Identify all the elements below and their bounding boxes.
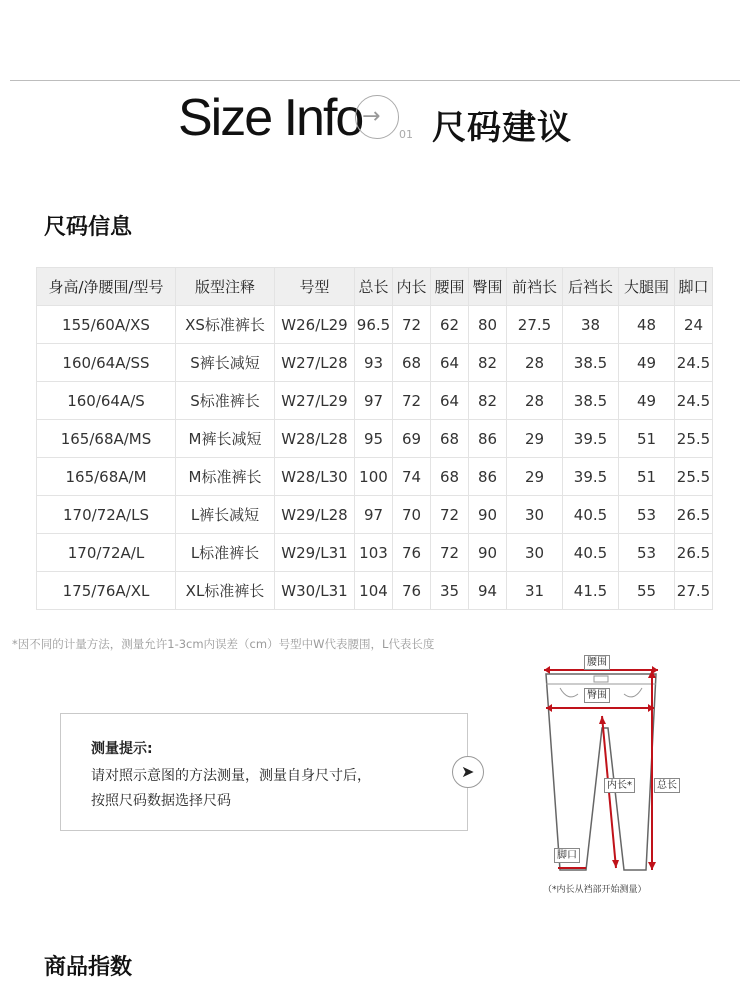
table-cell: 27.5: [675, 572, 713, 610]
hem-label: 脚口: [554, 848, 580, 863]
column-header: 总长: [355, 268, 393, 306]
column-header: 臀围: [469, 268, 507, 306]
table-cell: 29: [507, 420, 563, 458]
section-title-size: 尺码信息: [44, 215, 133, 240]
table-cell: 55: [619, 572, 675, 610]
table-cell: 100: [355, 458, 393, 496]
table-cell: W30/L31: [275, 572, 355, 610]
table-cell: XL标准裤长: [176, 572, 275, 610]
section-title-product-index: 商品指数: [44, 955, 133, 980]
table-cell: XS标准裤长: [176, 306, 275, 344]
table-cell: 40.5: [563, 496, 619, 534]
table-cell: 80: [469, 306, 507, 344]
table-row: [37, 344, 713, 382]
table-cell: 38.5: [563, 344, 619, 382]
table-cell: 72: [393, 306, 431, 344]
table-cell: 38: [563, 306, 619, 344]
table-cell: 28: [507, 344, 563, 382]
table-cell: 97: [355, 496, 393, 534]
hero-title-en: Size Info: [178, 89, 363, 147]
column-header: 腰围: [431, 268, 469, 306]
table-row: [37, 534, 713, 572]
table-cell: 25.5: [675, 458, 713, 496]
column-header: 大腿围: [619, 268, 675, 306]
table-cell: W28/L30: [275, 458, 355, 496]
table-cell: 31: [507, 572, 563, 610]
table-cell: 170/72A/LS: [37, 496, 176, 534]
table-cell: 25.5: [675, 420, 713, 458]
table-cell: 64: [431, 382, 469, 420]
table-cell: 26.5: [675, 496, 713, 534]
waist-label: 腰围: [584, 655, 610, 670]
table-cell: 82: [469, 344, 507, 382]
column-header: 内长: [393, 268, 431, 306]
table-cell: 82: [469, 382, 507, 420]
column-header: 版型注释: [176, 268, 275, 306]
table-cell: 165/68A/M: [37, 458, 176, 496]
table-cell: 104: [355, 572, 393, 610]
table-cell: 93: [355, 344, 393, 382]
hero-index: 01: [399, 128, 413, 141]
arrow-right-icon: →: [362, 104, 381, 129]
table-cell: 72: [431, 496, 469, 534]
table-cell: W27/L29: [275, 382, 355, 420]
table-cell: W26/L29: [275, 306, 355, 344]
tip-line-2: 按照尺码数据选择尺码: [91, 793, 231, 809]
table-cell: 160/64A/S: [37, 382, 176, 420]
table-cell: 49: [619, 382, 675, 420]
table-cell: 35: [431, 572, 469, 610]
table-cell: 90: [469, 496, 507, 534]
table-cell: 39.5: [563, 458, 619, 496]
table-cell: 53: [619, 534, 675, 572]
table-cell: 24.5: [675, 344, 713, 382]
table-cell: 41.5: [563, 572, 619, 610]
table-cell: 86: [469, 420, 507, 458]
table-cell: 51: [619, 420, 675, 458]
size-info-banner: [0, 88, 750, 158]
table-cell: 96.5: [355, 306, 393, 344]
column-header: 号型: [275, 268, 355, 306]
table-row: [37, 572, 713, 610]
table-cell: 40.5: [563, 534, 619, 572]
table-cell: M标准裤长: [176, 458, 275, 496]
pants-measurement-diagram: [530, 650, 690, 900]
table-row: [37, 420, 713, 458]
table-cell: S裤长减短: [176, 344, 275, 382]
size-table: [36, 267, 713, 610]
table-cell: W29/L31: [275, 534, 355, 572]
column-header: 身高/净腰围/型号: [37, 268, 176, 306]
table-cell: 76: [393, 534, 431, 572]
table-cell: 69: [393, 420, 431, 458]
table-cell: M裤长减短: [176, 420, 275, 458]
table-cell: 175/76A/XL: [37, 572, 176, 610]
diagram-caption: （*内长从裆部开始测量）: [543, 885, 647, 895]
column-header: 后裆长: [563, 268, 619, 306]
table-cell: 24.5: [675, 382, 713, 420]
table-cell: 155/60A/XS: [37, 306, 176, 344]
table-cell: 30: [507, 534, 563, 572]
inseam-label: 内长*: [604, 778, 635, 793]
table-cell: 29: [507, 458, 563, 496]
tip-line-1: 请对照示意图的方法测量，测量自身尺寸后，: [91, 768, 371, 784]
length-label: 总长: [654, 778, 680, 793]
column-header: 前裆长: [507, 268, 563, 306]
table-cell: 49: [619, 344, 675, 382]
table-cell: 68: [431, 420, 469, 458]
next-arrow-button[interactable]: [452, 756, 484, 788]
column-header: 脚口: [675, 268, 713, 306]
table-cell: 51: [619, 458, 675, 496]
table-row: [37, 382, 713, 420]
table-cell: 53: [619, 496, 675, 534]
table-cell: L裤长减短: [176, 496, 275, 534]
table-cell: 70: [393, 496, 431, 534]
table-cell: 68: [393, 344, 431, 382]
table-cell: 30: [507, 496, 563, 534]
measurement-note: *因不同的计量方法，测量允许1-3cm内误差（cm）号型中W代表腰围，L代表长度: [12, 637, 435, 651]
table-cell: 74: [393, 458, 431, 496]
table-cell: 97: [355, 382, 393, 420]
table-cell: 86: [469, 458, 507, 496]
table-cell: 27.5: [507, 306, 563, 344]
table-cell: 28: [507, 382, 563, 420]
table-cell: 170/72A/L: [37, 534, 176, 572]
table-cell: 72: [431, 534, 469, 572]
table-cell: 26.5: [675, 534, 713, 572]
table-row: [37, 306, 713, 344]
table-cell: 160/64A/SS: [37, 344, 176, 382]
table-cell: L标准裤长: [176, 534, 275, 572]
table-cell: W28/L28: [275, 420, 355, 458]
table-cell: 165/68A/MS: [37, 420, 176, 458]
table-cell: 64: [431, 344, 469, 382]
table-cell: 39.5: [563, 420, 619, 458]
table-cell: 38.5: [563, 382, 619, 420]
table-cell: 62: [431, 306, 469, 344]
table-cell: 68: [431, 458, 469, 496]
table-cell: 94: [469, 572, 507, 610]
table-cell: 76: [393, 572, 431, 610]
table-cell: S标准裤长: [176, 382, 275, 420]
hip-label: 臀围: [584, 688, 610, 703]
table-cell: 72: [393, 382, 431, 420]
table-row: [37, 458, 713, 496]
table-cell: 90: [469, 534, 507, 572]
top-divider: [10, 80, 740, 81]
table-cell: 95: [355, 420, 393, 458]
table-cell: W27/L28: [275, 344, 355, 382]
table-cell: W29/L28: [275, 496, 355, 534]
table-row: [37, 496, 713, 534]
table-cell: 48: [619, 306, 675, 344]
table-header-row: [37, 268, 713, 306]
table-cell: 24: [675, 306, 713, 344]
chevron-right-icon: ➤: [461, 762, 475, 781]
table-cell: 103: [355, 534, 393, 572]
measurement-tip-box: [60, 713, 468, 831]
hero-title-cn: 尺码建议: [432, 108, 572, 148]
tip-title: 测量提示:: [91, 741, 153, 757]
